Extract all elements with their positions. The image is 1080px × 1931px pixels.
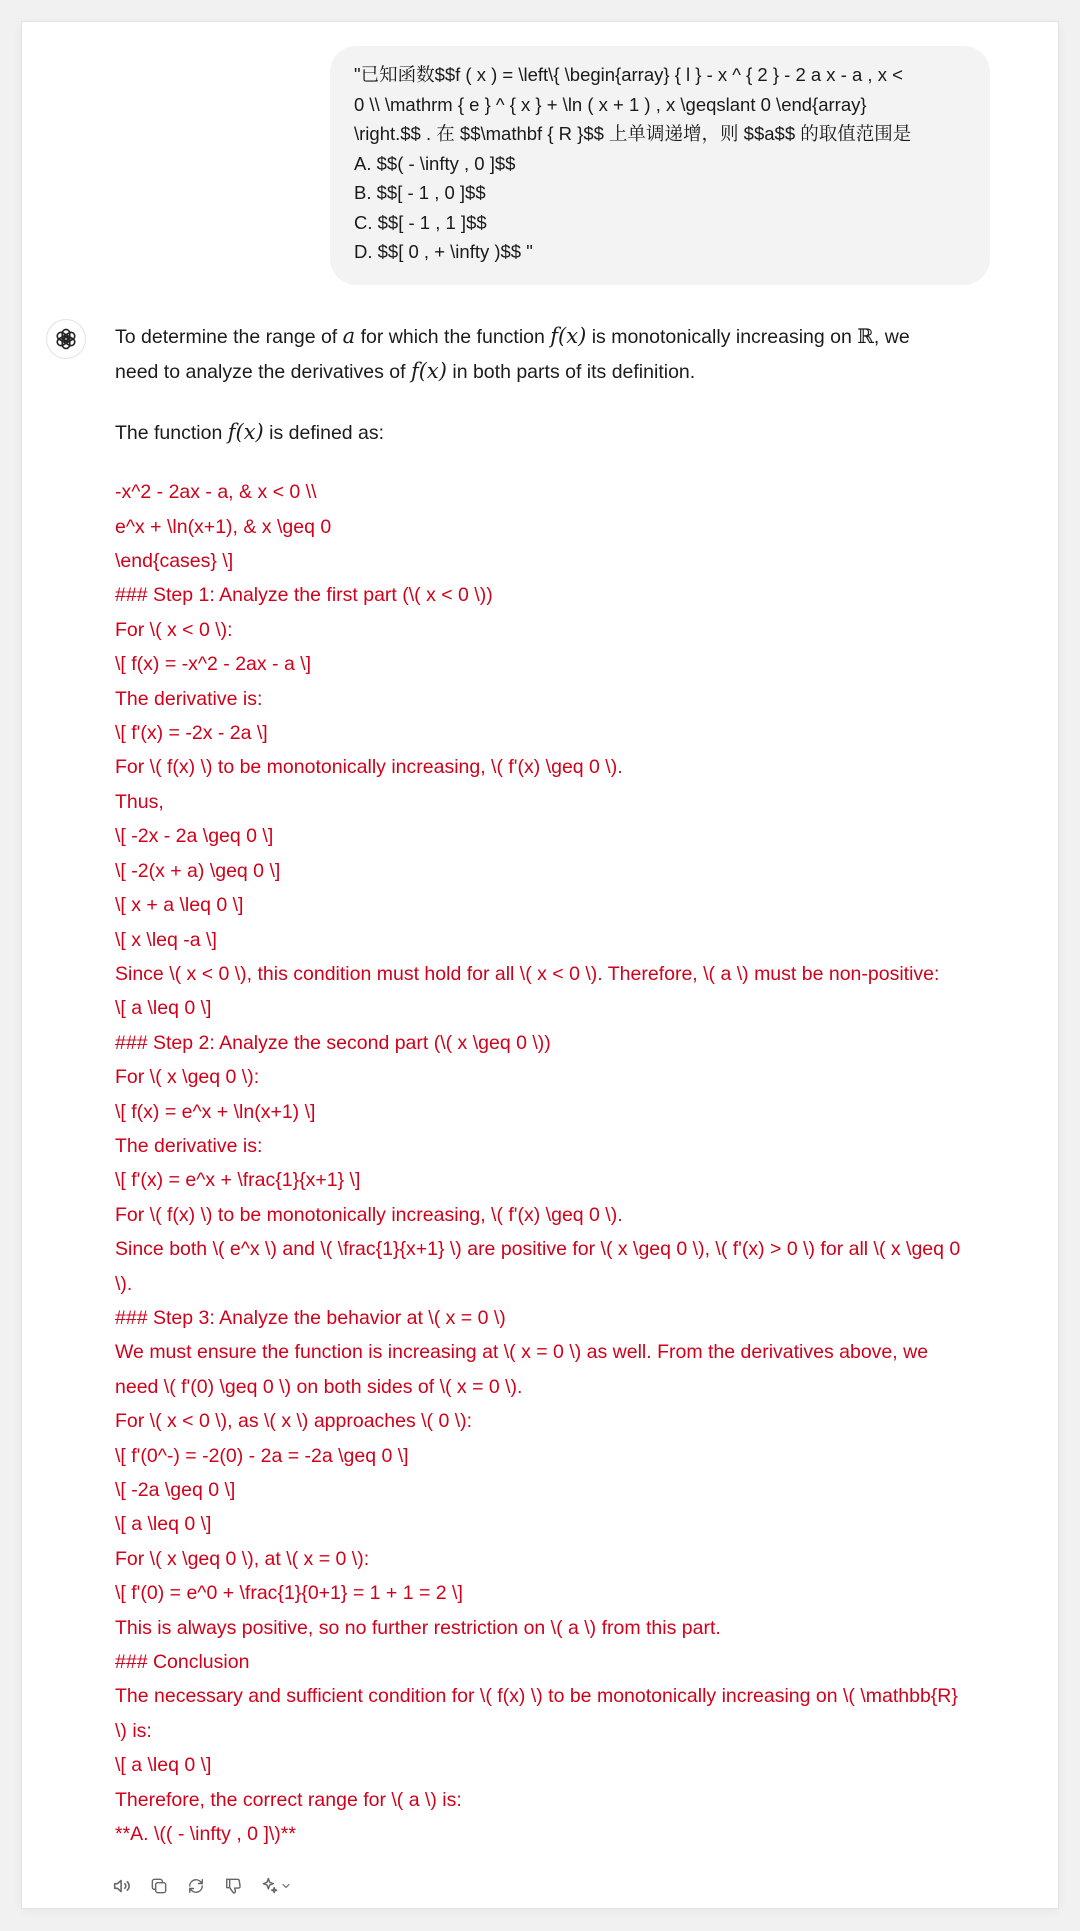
intro-text: need to analyze the derivatives of [115,361,411,384]
speaker-icon [111,1875,133,1897]
final-answer: **A. \(( - \infty , 0 ]\)** [115,1823,296,1846]
user-message-line: D. $$[ 0 , + \infty )$$ " [354,241,533,262]
variable-a: a [342,324,356,348]
copy-icon [149,1876,169,1896]
intro-text: To determine the range of [115,326,343,348]
user-message-bubble [330,46,990,285]
latex-line: \[ f'(0) = e^0 + \frac{1}{0+1} = 1 + 1 = 2 \] [115,1582,463,1605]
step-heading: ### Step 2: Analyze the second part (\( x \geq 0 \)) [115,1031,551,1054]
user-message-line: B. $$[ - 1 , 0 ]$$ [354,182,486,203]
switch-model-button[interactable] [258,1874,294,1898]
latex-line: For \( x < 0 \): [115,618,233,641]
latex-line: Since both \( e^x \) and \( \frac{1}{x+1} \) are positive for \( x \geq 0 \), \( f'(x) > 0 \) for all \( x \geq 0 [115,1238,961,1261]
function-fx: f(x) [550,324,587,348]
latex-line: We must ensure the function is increasing at \( x = 0 \) as well. From the derivatives above, we [115,1341,929,1364]
user-message-line: \right.$$ . 在 $$\mathbf { R }$$ 上单调递增，则 $$a$$ 的取值范围是 [354,123,912,144]
user-message-line: A. $$( - \infty , 0 ]$$ [354,152,516,174]
latex-line: This is always positive, so no further restriction on \( a \) from this part. [115,1616,721,1639]
latex-line: \[ f(x) = -x^2 - 2ax - a \] [115,653,312,676]
latex-line: The derivative is: [115,1134,263,1157]
user-message-line: C. $$[ - 1 , 1 ]$$ [354,211,487,233]
latex-line: need \( f'(0) \geq 0 \) on both sides of \( x = 0 \). [115,1375,523,1398]
latex-line: \). [115,1272,133,1295]
read-aloud-button[interactable] [110,1874,134,1898]
latex-line: -x^2 - 2ax - a, & x < 0 \\ [115,481,317,504]
latex-line: \[ a \leq 0 \] [115,1513,212,1536]
user-message-line: "已知函数$$f ( x ) = \left\{ \begin{array} { l } - x ^ { 2 } - 2 a x - a , x < [354,64,903,85]
regenerate-button[interactable] [184,1874,208,1898]
latex-line: \[ -2a \geq 0 \] [115,1479,236,1501]
latex-line: \[ a \leq 0 \] [115,997,212,1020]
intro-text: for which the function [355,326,551,348]
regenerate-icon [186,1876,206,1896]
latex-line: For \( x \geq 0 \), at \( x = 0 \): [115,1547,370,1570]
step-heading: ### Conclusion [115,1651,250,1674]
latex-line: \[ f'(x) = -2x - 2a \] [115,722,268,745]
user-message-line: 0 \\ \mathrm { e } ^ { x } + \ln ( x + 1 ) , x \geqslant 0 \end{array} [354,93,867,115]
step-heading: ### Step 1: Analyze the first part (\( x < 0 \)) [115,584,493,607]
step-heading: ### Step 3: Analyze the behavior at \( x = 0 \) [115,1306,506,1329]
function-fx: f(x) [410,359,447,384]
definition-paragraph [115,415,1015,450]
intro-text: in both parts of its definition. [446,361,696,384]
latex-line: The derivative is: [115,687,263,710]
bad-response-button[interactable] [221,1874,245,1898]
latex-line: For \( f(x) \) to be monotonically increasing, \( f'(x) \geq 0 \). [115,1203,623,1226]
copy-button[interactable] [147,1874,171,1898]
thumbs-down-icon [223,1876,243,1896]
intro-text: , we [873,326,910,348]
latex-line: \[ -2(x + a) \geq 0 \] [115,859,281,882]
latex-line: \end{cases} \] [115,550,234,573]
chat-card [22,22,1058,1908]
latex-line: For \( x \geq 0 \): [115,1066,260,1089]
latex-line: The necessary and sufficient condition for \( f(x) \) to be monotonically increasing on \( \mathbb{R} [115,1685,958,1708]
latex-line: \[ x \leq -a \] [115,928,217,951]
latex-line: \[ f'(x) = e^x + \frac{1}{x+1} \] [115,1169,361,1192]
latex-line: \[ x + a \leq 0 \] [115,894,244,917]
latex-line: Thus, [115,790,164,813]
chatgpt-logo-icon [53,326,79,352]
definition-text: is defined as: [263,421,385,444]
intro-text: is monotonically increasing on [586,326,858,348]
latex-line: \) is: [115,1719,152,1742]
function-fx: f(x) [227,419,264,444]
latex-line: Since \( x < 0 \), this condition must hold for all \( x < 0 \). Therefore, \( a \) must be non-positive: [115,962,940,985]
assistant-response [115,319,1015,1851]
sparkle-model-icon [260,1876,280,1896]
latex-line: \[ -2x - 2a \geq 0 \] [115,825,274,848]
raw-latex-block [115,475,1015,1851]
latex-line: e^x + \ln(x+1), & x \geq 0 [115,515,332,538]
intro-paragraph [115,319,1015,390]
chevron-down-icon [280,1880,292,1892]
latex-line: For \( x < 0 \), as \( x \) approaches \( 0 \): [115,1410,473,1433]
message-action-bar [110,1874,294,1898]
latex-line: \[ a \leq 0 \] [115,1754,212,1777]
latex-line: \[ f'(0^-) = -2(0) - 2a = -2a \geq 0 \] [115,1444,409,1467]
latex-line: Therefore, the correct range for \( a \) is: [115,1788,462,1811]
reals-symbol: ℝ [857,324,874,348]
latex-line: \[ f(x) = e^x + \ln(x+1) \] [115,1100,316,1123]
assistant-avatar [46,319,86,359]
latex-line: For \( f(x) \) to be monotonically increasing, \( f'(x) \geq 0 \). [115,756,623,779]
definition-text: The function [115,421,228,444]
